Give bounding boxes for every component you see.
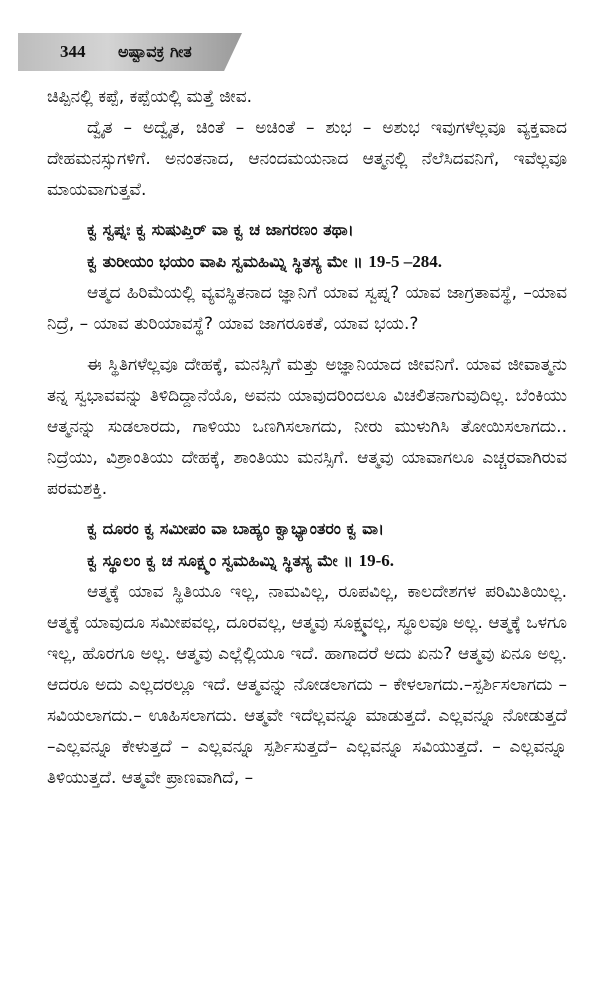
verse-ref: 19-6. bbox=[358, 551, 395, 570]
paragraph-2: ಆತ್ಮದ ಹಿರಿಮೆಯಲ್ಲಿ ವ್ಯವಸ್ಥಿತನಾದ ಜ್ಞಾನಿಗೆ ಯಾವ ಸ್ವಪ್ನ? ಯಾವ ಜಾಗ್ರತಾವಸ್ಥೆ, –ಯಾವ ನಿದ್ರೆ, – ಯಾವ ತುರಿಯಾವಸ್ಥೆ? ಯಾವ ಜಾಗರೂಕತೆ, ಯಾವ ಭಯ.? bbox=[47, 283, 567, 334]
verse-line: ಕ್ವ ಸ್ವಪ್ನಃ ಕ್ವ ಸುಷುಪ್ತಿರ್ ವಾ ಕ್ವ ಚ ಜಾಗರಣಂ ತಥಾ। bbox=[87, 220, 354, 239]
verse-line bbox=[87, 246, 567, 278]
page-number: 344 bbox=[60, 42, 86, 61]
running-title: ಅಷ್ಟಾವಕ್ರ ಗೀತ bbox=[118, 42, 192, 61]
page-body bbox=[47, 82, 567, 794]
verse-line bbox=[87, 545, 567, 577]
paragraph-1: ದ್ವೈತ – ಅದ್ವೈತ, ಚಿಂತೆ – ಅಚಿಂತೆ – ಶುಭ – ಅಶುಭ ಇವುಗಳೆಲ್ಲವೂ ವ್ಯಕ್ತವಾದ ದೇಹಮನಸ್ಸುಗಳಿಗೆ. ಅನಂತನಾದ, ಆನಂದಮಯನಾದ ಆತ್ಮನಲ್ಲಿ ನೆಲೆಸಿದವನಿಗೆ, ಇವೆಲ್ಲವೂ ಮಾಯವಾಗುತ್ತವೆ. bbox=[47, 118, 567, 200]
verse-text: ಕ್ವ ತುರೀಯಂ ಭಯಂ ವಾಪಿ ಸ್ವಮಹಿಮ್ನಿ ಸ್ಥಿತಸ್ಯ ಮೇ ॥ bbox=[87, 252, 363, 271]
verse-text: ಕ್ವ ಸ್ಥೂಲಂ ಕ್ವ ಚ ಸೂಕ್ಷ್ಮಂ ಸ್ವಮಹಿಮ್ನಿ ಸ್ಥಿತಸ್ಯ ಮೇ ॥ bbox=[87, 551, 354, 570]
paragraph-4: ಆತ್ಮಕ್ಕೆ ಯಾವ ಸ್ಥಿತಿಯೂ ಇಲ್ಲ, ನಾಮವಿಲ್ಲ, ರೂಪವಿಲ್ಲ, ಕಾಲದೇಶಗಳ ಪರಿಮಿತಿಯಿಲ್ಲ. ಆತ್ಮಕ್ಕೆ ಯಾವುದೂ ಸಮೀಪವಲ್ಲ, ದೂರವಲ್ಲ, ಆತ್ಮವು ಸೂಕ್ಷ್ಮವಲ್ಲ, ಸ್ಥೂಲವೂ ಅಲ್ಲ. ಆತ್ಮಕ್ಕೆ ಒಳಗೂ ಇಲ್ಲ, ಹೊರಗೂ ಅಲ್ಲ. ಆತ್ಮವು ಎಲ್ಲೆಲ್ಲಿಯೂ ಇದೆ. ಹಾಗಾದರೆ ಅದು ಏನು? ಆತ್ಮವು ಏನೂ ಅಲ್ಲ. ಆದರೂ ಅದು ಎಲ್ಲದರಲ್ಲೂ ಇದೆ. ಆತ್ಮವನ್ನು ನೋಡಲಾಗದು – ಕೇಳಲಾಗದು.–ಸ್ಪರ್ಶಿಸಲಾಗದು – ಸವಿಯಲಾಗದು.– ಊಹಿಸಲಾಗದು. ಆತ್ಮವೇ ಇದೆಲ್ಲವನ್ನೂ ಮಾಡುತ್ತದೆ. ಎಲ್ಲವನ್ನೂ ನೋಡುತ್ತದೆ –ಎಲ್ಲವನ್ನೂ ಕೇಳುತ್ತದೆ – ಎಲ್ಲವನ್ನೂ ಸ್ಪರ್ಶಿಸುತ್ತದೆ– ಎಲ್ಲವನ್ನೂ ಸವಿಯುತ್ತದೆ. – ಎಲ್ಲವನ್ನೂ ತಿಳಿಯುತ್ತದೆ. ಆತ್ಮವೇ ಪ್ರಾಣವಾಗಿದೆ, – bbox=[47, 582, 567, 788]
verse-ref: 19-5 –284. bbox=[368, 252, 443, 271]
continued-line: ಚಿಪ್ಪಿನಲ್ಲಿ ಕಪ್ಪೆ, ಕಪ್ಪೆಯಲ್ಲಿ ಮತ್ತೆ ಜೀವ. bbox=[47, 87, 253, 107]
verse-19-5 bbox=[47, 214, 567, 278]
verse-19-6 bbox=[47, 513, 567, 577]
verse-line: ಕ್ವ ದೂರಂ ಕ್ವ ಸಮೀಪಂ ವಾ ಬಾಹ್ಯಂ ಕ್ವಾಭ್ಯಾಂತರಂ ಕ್ವ ವಾ। bbox=[87, 519, 385, 538]
paragraph-3: ಈ ಸ್ಥಿತಿಗಳೆಲ್ಲವೂ ದೇಹಕ್ಕೆ, ಮನಸ್ಸಿಗೆ ಮತ್ತು ಅಜ್ಞಾನಿಯಾದ ಜೀವನಿಗೆ. ಯಾವ ಜೀವಾತ್ಮನು ತನ್ನ ಸ್ವಭಾವವನ್ನು ತಿಳಿದಿದ್ದಾನೆಯೊ, ಅವನು ಯಾವುದರಿಂದಲೂ ವಿಚಲಿತನಾಗುವುದಿಲ್ಲ. ಬೆಂಕಿಯು ಆತ್ಮನನ್ನು ಸುಡಲಾರದು, ಗಾಳಿಯು ಒಣಗಿಸಲಾಗದು, ನೀರು ಮುಳುಗಿಸಿ ತೋಯಿಸಲಾಗದು.. ನಿದ್ರೆಯು, ವಿಶ್ರಾಂತಿಯು ದೇಹಕ್ಕೆ, ಶಾಂತಿಯು ಮನಸ್ಸಿಗೆ. ಆತ್ಮವು ಯಾವಾಗಲೂ ಎಚ್ಚರವಾಗಿರುವ ಪರಮಶಕ್ತಿ. bbox=[47, 355, 567, 499]
